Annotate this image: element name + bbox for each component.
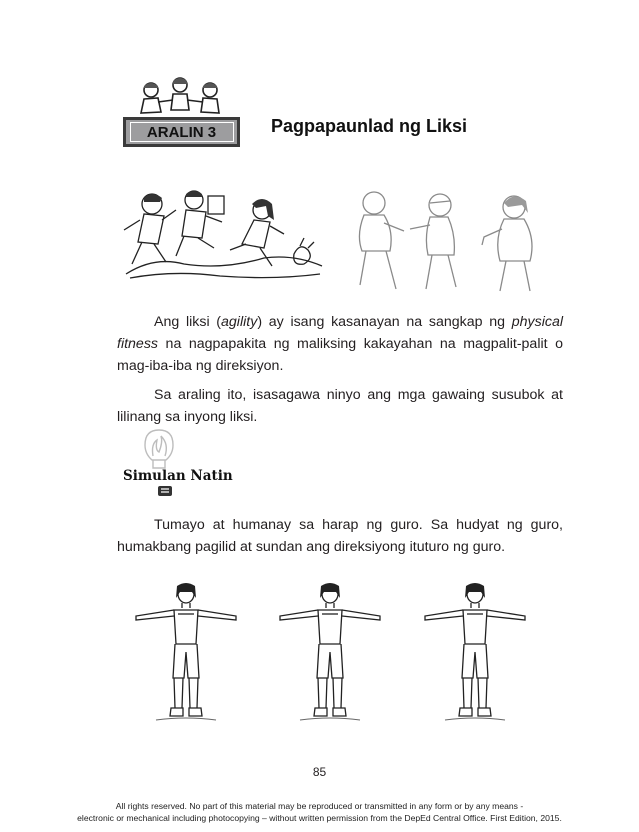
lesson-label: ARALIN 3 [130,122,234,142]
p3-text: Tumayo at humanay sa harap ng guro. Sa hudyat ng guro, humakbang pagilid at sundan ang direksiyong ituturo ng guro. [117,517,563,555]
simulan-natin-label: Simulan Natin [123,468,233,484]
footer-line-2: electronic or mechanical including photocopying – without written permission from the DepEd Central Office. First Edition, 2015. [77,813,562,823]
p1-term-physical-fitness: physical fitness [117,314,563,352]
copyright-footer [0,800,639,824]
paragraph-definition [117,311,563,377]
lesson-label-box [123,117,240,147]
p2-text: Sa araling ito, isasagawa ninyo ang mga gawaing susubok at lilinang sa inyong liksi. [117,387,563,425]
p1-term-agility: agility [221,314,258,330]
lesson-title: Pagpapaunlad ng Liksi [271,116,468,136]
document-icon [157,485,173,497]
footer-line-1: All rights reserved. No part of this material may be reproduced or transmitted in any form or by any means - [115,801,524,811]
paragraph-lesson-intro [117,384,563,428]
standing-figures-illustration [126,582,538,728]
children-holding-hands-illustration [135,76,225,120]
tag-game-illustration [344,185,544,295]
page-number: 85 [312,765,327,779]
running-children-illustration [124,186,324,282]
p1-text-c: ) ay isang kasanayan na sangkap ng [257,314,512,330]
p1-text-a: Ang liksi ( [154,314,222,330]
p1-text-e: na nagpapakita ng maliksing kakayahan na magpalit-palit o mag-iba-iba ng direksiyon. [117,336,563,374]
paragraph-instructions [117,514,563,558]
lightbulb-icon [141,428,177,472]
